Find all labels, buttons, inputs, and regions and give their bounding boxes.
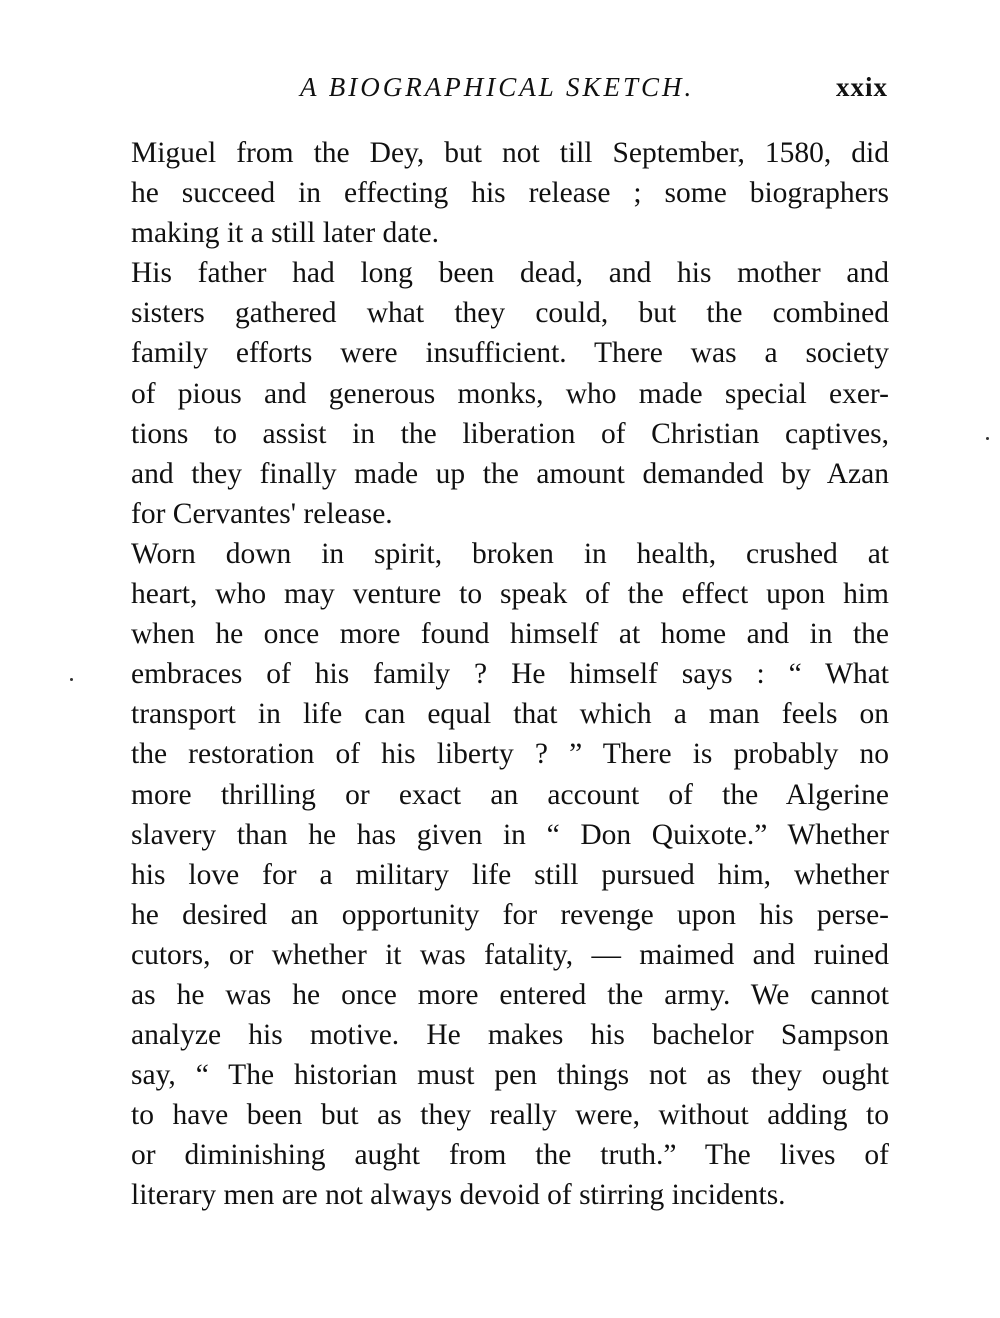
text-line: heart, who may venture to speak of the effect upon him: [131, 578, 889, 611]
scan-speck: [986, 437, 989, 440]
page-number: xxix: [835, 72, 888, 102]
text-line: the restoration of his liberty ? ” There is probably no: [131, 738, 889, 771]
text-line: sisters gathered what they could, but the combined: [131, 297, 889, 330]
text-line: when he once more found himself at home and in the: [131, 618, 889, 651]
text-line: he succeed in effecting his release ; some biographers: [131, 177, 889, 210]
text-line: say, “ The historian must pen things not as they ought: [131, 1059, 889, 1092]
running-header: [300, 72, 888, 112]
text-line: his love for a military life still pursued him, whether: [131, 858, 889, 891]
text-line: Worn down in spirit, broken in health, crushed at: [131, 537, 889, 570]
text-line: or diminishing aught from the truth.” The lives of: [131, 1139, 889, 1172]
text-line: slavery than he has given in “ Don Quixote.” Whether: [131, 818, 889, 851]
text-line: His father had long been dead, and his mother and: [131, 257, 889, 290]
text-line: making it a still later date.: [131, 217, 440, 250]
text-line: Miguel from the Dey, but not till September, 1580, did: [131, 137, 889, 169]
text-line: he desired an opportunity for revenge upon his perse-: [131, 898, 889, 931]
text-line: as he was he once more entered the army. We cannot: [131, 978, 889, 1011]
text-line: cutors, or whether it was fatality, — maimed and ruined: [131, 938, 889, 971]
text-line: literary men are not always devoid of stirring incidents.: [131, 1179, 786, 1212]
text-line: transport in life can equal that which a man feels on: [131, 698, 889, 731]
body-text: [131, 133, 889, 1216]
text-line: to have been but as they really were, without adding to: [131, 1099, 889, 1132]
text-line: embraces of his family ? He himself says : “ What: [131, 658, 889, 691]
text-line: for Cervantes' release.: [131, 497, 393, 530]
scan-speck: [70, 678, 73, 681]
text-line: family efforts were insufficient. There was a society: [131, 337, 889, 370]
text-line: and they finally made up the amount demanded by Azan: [131, 457, 889, 490]
text-line: of pious and generous monks, who made special exer-: [131, 377, 889, 410]
text-line: analyze his motive. He makes his bachelor Sampson: [131, 1019, 889, 1052]
text-line: tions to assist in the liberation of Christian captives,: [131, 417, 889, 450]
running-title: A BIOGRAPHICAL SKETCH.: [300, 72, 695, 102]
text-line: more thrilling or exact an account of the Algerine: [131, 778, 889, 811]
